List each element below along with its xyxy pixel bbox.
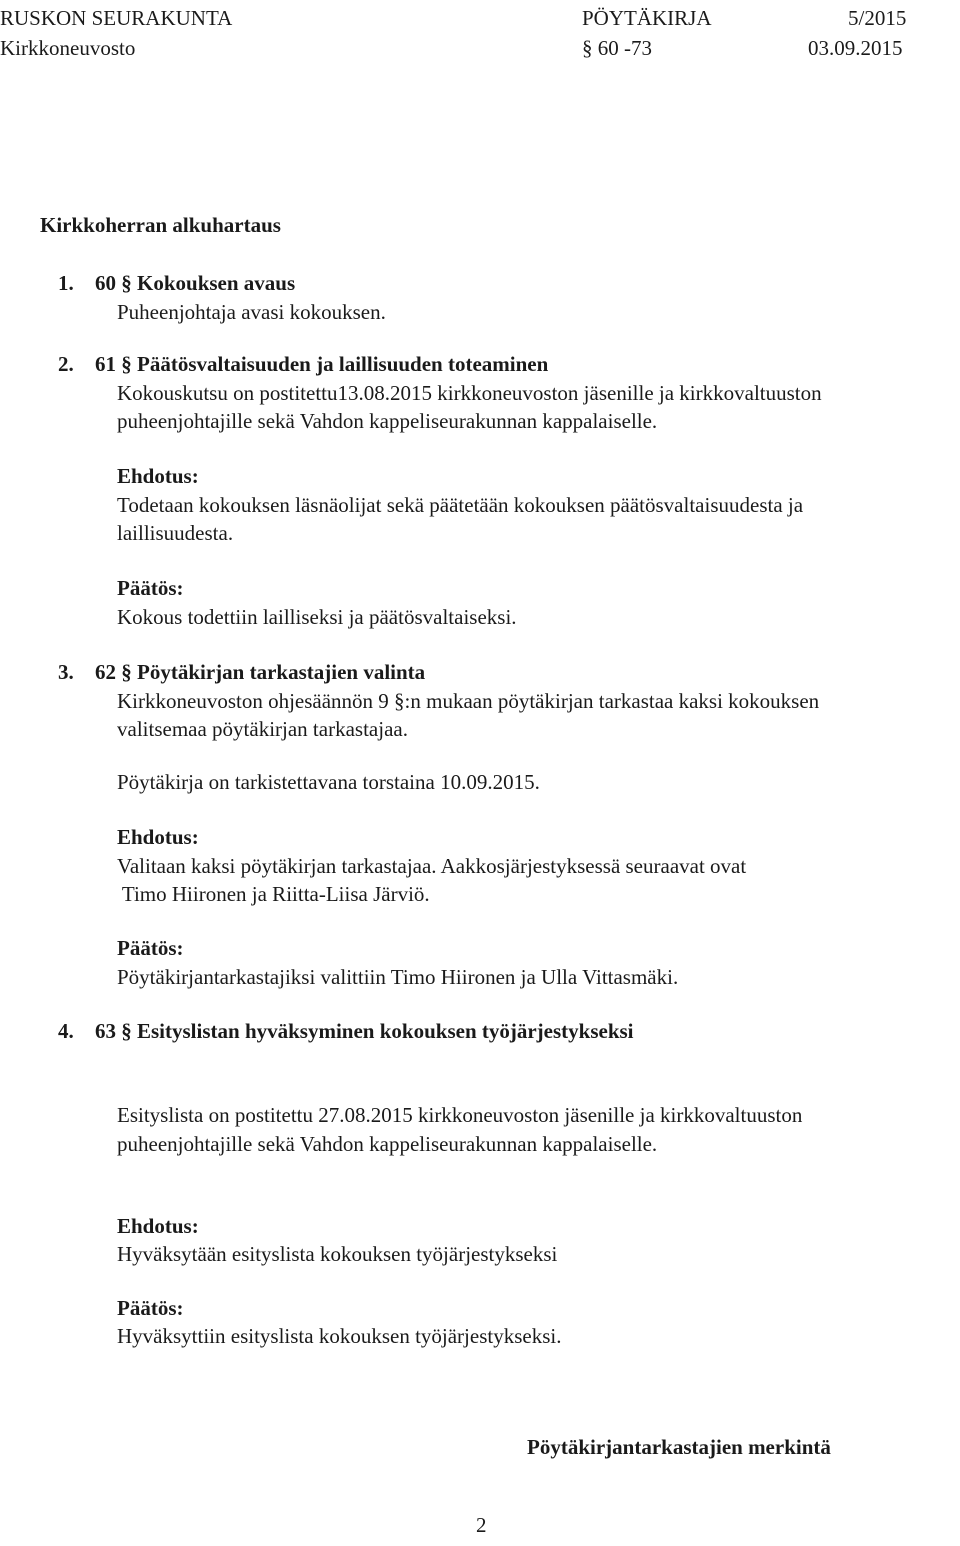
page-number: 2: [476, 1513, 487, 1537]
opening-devotion-title: Kirkkoherran alkuhartaus: [40, 213, 281, 237]
item-1-text: Puheenjohtaja avasi kokouksen.: [117, 300, 386, 324]
item-3-text-line-1: Kirkkoneuvoston ohjesäännön 9 §:n mukaan pöytäkirjan tarkastaa kaksi kokouksen: [117, 689, 820, 713]
item-4-text-line-2: puheenjohtajille sekä Vahdon kappeliseurakunnan kappalaiselle.: [117, 1132, 658, 1156]
item-4-text-line-1: Esityslista on postitettu 27.08.2015 kirkkoneuvoston jäsenille ja kirkkovaltuuston: [117, 1103, 803, 1127]
item-2-number: 2.: [58, 352, 74, 376]
doc-number: 5/2015: [848, 6, 907, 30]
item-4-heading: 63 § Esityslistan hyväksyminen kokouksen työjärjestykseksi: [95, 1019, 634, 1043]
body-name: Kirkkoneuvosto: [0, 36, 136, 60]
item-2-text-line-1: Kokouskutsu on postitettu13.08.2015 kirkkoneuvoston jäsenille ja kirkkovaltuuston: [117, 381, 822, 405]
item-2-text-line-2: puheenjohtajille sekä Vahdon kappeliseurakunnan kappalaiselle.: [117, 409, 658, 433]
item-2-proposal-line-1: Todetaan kokouksen läsnäolijat sekä päätetään kokouksen päätösvaltaisuudesta ja: [117, 493, 804, 517]
item-3-decision-label: Päätös:: [117, 936, 184, 960]
item-3-proposal-line-2: Timo Hiironen ja Riitta-Liisa Järviö.: [117, 882, 430, 906]
item-3-proposal-label: Ehdotus:: [117, 825, 199, 849]
item-2-proposal-label: Ehdotus:: [117, 464, 199, 488]
document-header: [0, 4, 960, 64]
item-3-proposal-line-1: Valitaan kaksi pöytäkirjan tarkastajaa. Aakkosjärjestyksessä seuraavat ovat: [117, 854, 747, 878]
minutes-checkers-note: Pöytäkirjantarkastajien merkintä: [527, 1435, 831, 1459]
item-3-heading: 62 § Pöytäkirjan tarkastajien valinta: [95, 660, 426, 684]
item-3-text-line-3: Pöytäkirja on tarkistettavana torstaina 10.09.2015.: [117, 770, 540, 794]
item-1-heading: 60 § Kokouksen avaus: [95, 271, 296, 295]
item-3-number: 3.: [58, 660, 74, 684]
item-3-text-line-2: valitsemaa pöytäkirjan tarkastajaa.: [117, 717, 408, 741]
item-2-proposal-line-2: laillisuudesta.: [117, 521, 234, 545]
item-3-decision: Pöytäkirjantarkastajiksi valittiin Timo Hiironen ja Ulla Vittasmäki.: [117, 965, 679, 989]
meeting-date: 03.09.2015: [808, 36, 903, 60]
item-1-number: 1.: [58, 271, 74, 295]
doc-type: PÖYTÄKIRJA: [582, 6, 712, 30]
item-4-proposal-label: Ehdotus:: [117, 1214, 199, 1238]
org-name: RUSKON SEURAKUNTA: [0, 6, 233, 30]
item-2-heading: 61 § Päätösvaltaisuuden ja laillisuuden toteaminen: [95, 352, 549, 376]
section-range: § 60 -73: [582, 36, 652, 60]
item-4-decision-label: Päätös:: [117, 1296, 184, 1320]
item-4-proposal: Hyväksytään esityslista kokouksen työjärjestykseksi: [117, 1242, 558, 1266]
item-2-decision: Kokous todettiin lailliseksi ja päätösvaltaiseksi.: [117, 605, 517, 629]
item-4-number: 4.: [58, 1019, 74, 1043]
item-2-decision-label: Päätös:: [117, 576, 184, 600]
item-4-decision: Hyväksyttiin esityslista kokouksen työjärjestykseksi.: [117, 1324, 562, 1348]
